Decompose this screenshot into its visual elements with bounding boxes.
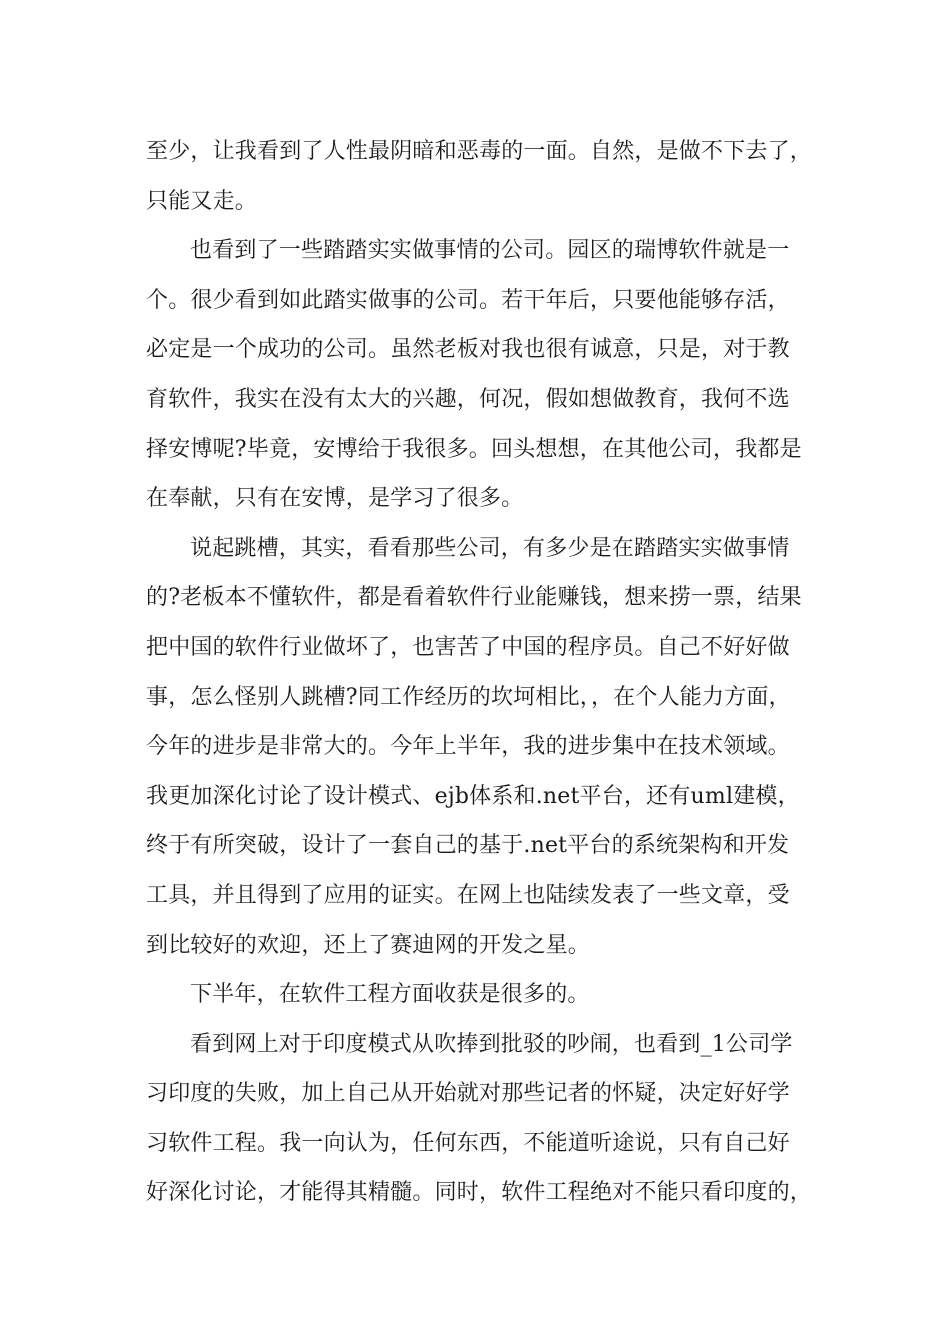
- text-line: 下半年，在软件工程方面收获是很多的。: [190, 982, 590, 1008]
- text-line: 习印度的失败，加上自己从开始就对那些记者的怀疑，决定好好学: [146, 1081, 790, 1107]
- text-line: 个。很少看到如此踏实做事的公司。若干年后，只要他能够存活，: [146, 287, 790, 313]
- text-line: 至少，让我看到了人性最阴暗和恶毒的一面。自然，是做不下去了，: [146, 139, 813, 164]
- text-line: 习软件工程。我一向认为，任何东西，不能道听途说，只有自己好: [146, 1130, 790, 1156]
- text-line: 也看到了一些踏踏实实做事情的公司。园区的瑞博软件就是一: [190, 238, 790, 264]
- text-line: 我更加深化讨论了设计模式、ejb体系和.net平台，还有uml建模，: [146, 783, 800, 809]
- text-line: 育软件，我实在没有太大的兴趣，何况，假如想做教育，我何不选: [146, 386, 790, 412]
- text-line: 到比较好的欢迎，还上了赛迪网的开发之星。: [146, 932, 591, 958]
- text-line: 把中国的软件行业做坏了，也害苦了中国的程序员。自己不好好做: [146, 634, 790, 660]
- document-body: [146, 127, 826, 1218]
- text-line: 看到网上对于印度模式从吹捧到批驳的吵闹，也看到_1公司学: [190, 1031, 793, 1057]
- text-line: 在奉献，只有在安博，是学习了很多。: [146, 486, 524, 512]
- text-line: 的?老板本不懂软件，都是看着软件行业能赚钱，想来捞一票，结果: [146, 585, 802, 611]
- text-line: 必定是一个成功的公司。虽然老板对我也很有诚意，只是，对于教: [146, 337, 790, 363]
- text-line: 只能又走。: [146, 188, 258, 214]
- text-line: 好深化讨论，才能得其精髓。同时，软件工程绝对不能只看印度的，: [146, 1180, 813, 1206]
- text-line: 终于有所突破，设计了一套自己的基于.net平台的系统架构和开发: [146, 833, 790, 859]
- text-line: 工具，并且得到了应用的证实。在网上也陆续发表了一些文章，受: [146, 882, 790, 908]
- text-line: 择安博呢?毕竟，安博给于我很多。回头想想，在其他公司，我都是: [146, 436, 802, 462]
- text-line: 说起跳槽，其实，看看那些公司，有多少是在踏踏实实做事情: [190, 535, 790, 561]
- text-line: 事，怎么怪别人跳槽?同工作经历的坎坷相比，，在个人能力方面，: [146, 684, 791, 710]
- text-line: 今年的进步是非常大的。今年上半年，我的进步集中在技术领域。: [146, 734, 790, 760]
